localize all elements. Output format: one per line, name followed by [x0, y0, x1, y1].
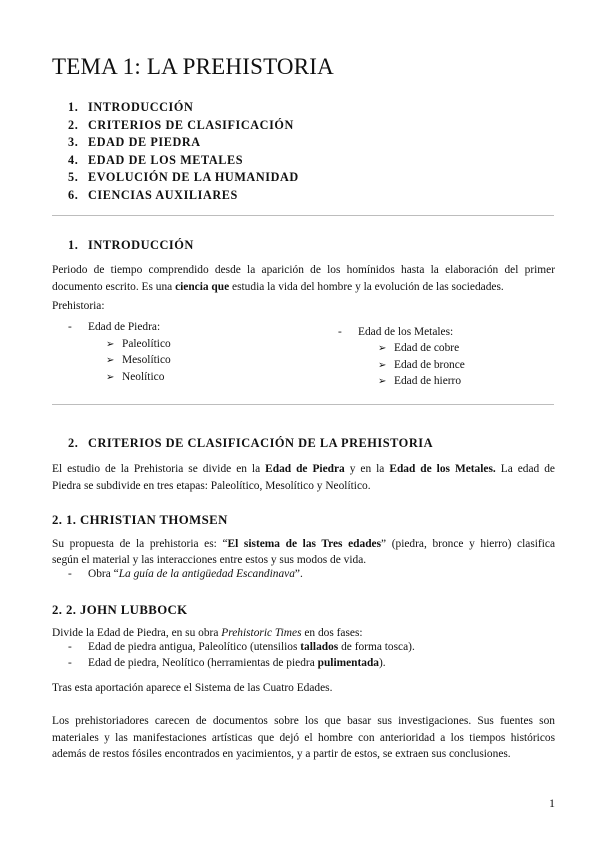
list-item-obra: - Obra “La guía de la antigüedad Escandinava”.	[68, 568, 303, 580]
criterios-paragraph-line: Piedra se subdivide en tres etapas: Paleolítico, Mesolítico y Neolítico.	[52, 480, 371, 492]
toc-item: 5. EVOLUCIÓN DE LA HUMANIDAD	[68, 170, 299, 184]
list-item: ➢ Edad de bronce	[378, 359, 465, 371]
list-item-edad-metales: - Edad de los Metales:	[338, 326, 454, 338]
list-item: ➢ Neolítico	[106, 371, 165, 383]
arrow-bullet-icon: ➢	[106, 372, 115, 383]
toc-item: 4. EDAD DE LOS METALES	[68, 153, 244, 167]
list-item-edad-piedra: - Edad de Piedra:	[68, 321, 161, 333]
toc-item: 6. CIENCIAS AUXILIARES	[68, 188, 238, 202]
list-item: ➢ Edad de cobre	[378, 342, 460, 354]
subsection-heading-thomsen: 2. 1. CHRISTIAN THOMSEN	[52, 513, 228, 527]
list-item: - Edad de piedra, Neolítico (herramientas de piedra pulimentada).	[68, 657, 386, 669]
closing-paragraph-line: además de restos fósiles encontrados en yacimientos, y a partir de estos, se extraen sus conclusiones.	[52, 748, 511, 760]
thomsen-paragraph-line: según el material y las interacciones entre estos y sus modos de vida.	[52, 554, 367, 566]
page-number: 1	[549, 796, 555, 810]
arrow-bullet-icon: ➢	[378, 343, 387, 354]
lubbock-after-text: Tras esta aportación aparece el Sistema de las Cuatro Edades.	[52, 682, 333, 694]
arrow-bullet-icon: ➢	[106, 339, 115, 350]
closing-paragraph-line: materiales y las manifestaciones artísticas que dejó el hombre con anterioridad a los tiempos históricos	[52, 732, 555, 744]
arrow-bullet-icon: ➢	[106, 355, 115, 366]
prehistoria-label: Prehistoria:	[52, 300, 105, 312]
section-heading-criterios: 2. CRITERIOS DE CLASIFICACIÓN DE LA PREHISTORIA	[68, 436, 434, 450]
intro-paragraph-line: Periodo de tiempo comprendido desde la aparición de los homínidos hasta la elaboración del primer	[52, 264, 555, 276]
lubbock-paragraph-line: Divide la Edad de Piedra, en su obra Prehistoric Times en dos fases:	[52, 627, 363, 639]
divider	[52, 215, 554, 216]
toc-item: 2. CRITERIOS DE CLASIFICACIÓN	[68, 118, 294, 132]
list-item: ➢ Edad de hierro	[378, 375, 462, 387]
list-item: - Edad de piedra antigua, Paleolítico (utensilios tallados de forma tosca).	[68, 641, 415, 653]
page-title: TEMA 1: LA PREHISTORIA	[52, 54, 334, 79]
section-heading-introduccion: 1. INTRODUCCIÓN	[68, 238, 194, 252]
arrow-bullet-icon: ➢	[378, 376, 387, 387]
divider	[52, 404, 554, 405]
arrow-bullet-icon: ➢	[378, 360, 387, 371]
intro-paragraph-line: documento escrito. Es una ciencia que estudia la vida del hombre y la evolución de las sociedades.	[52, 281, 504, 293]
closing-paragraph-line: Los prehistoriadores carecen de documentos sobre los que basar sus investigaciones. Sus fuentes son	[52, 715, 555, 727]
criterios-paragraph-line: El estudio de la Prehistoria se divide en la Edad de Piedra y en la Edad de los Metales. La edad de	[52, 463, 555, 475]
toc-item: 3. EDAD DE PIEDRA	[68, 135, 201, 149]
subsection-heading-lubbock: 2. 2. JOHN LUBBOCK	[52, 603, 188, 617]
list-item: ➢ Paleolítico	[106, 338, 171, 350]
list-item: ➢ Mesolítico	[106, 354, 171, 366]
thomsen-paragraph-line: Su propuesta de la prehistoria es: “El sistema de las Tres edades” (piedra, bronce y hierro) clasifica	[52, 538, 555, 550]
toc-item: 1. INTRODUCCIÓN	[68, 100, 194, 114]
